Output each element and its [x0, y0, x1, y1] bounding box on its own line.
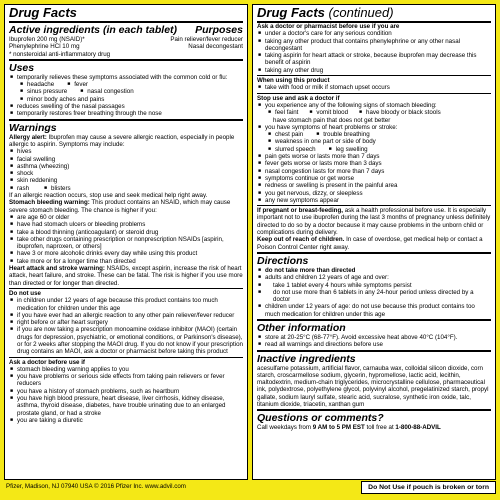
- ingredient-row: Phenylephrine HCl 10 mg Nasal decongestant: [9, 43, 243, 51]
- do-not-use-heading: Do not use: [9, 289, 41, 297]
- stomach-warning: Stomach bleeding warning: This product contains an NSAID, which may cause severe stomach bleeding. The chance is higher if you:: [9, 199, 231, 214]
- stop-use-item: ■ nasal congestion lasts for more than 7 days: [257, 168, 491, 175]
- ask-doctor-item: ■ you have high blood pressure, heart disease, liver cirrhosis, kidney disease, asthma, thyroid disease, diabetes, have trouble urinating due to an enlarged prostate gland, or had a stroke: [9, 395, 243, 417]
- heart-intro: ■ you have symptoms of heart problems or stroke:: [257, 124, 491, 131]
- stomach-item: ■ take more or for a longer time than directed: [9, 258, 243, 265]
- direction-item: ■ children under 12 years of age: do not use because this product contains too much medication for children under this age: [257, 303, 491, 318]
- stop-use-item: ■ symptoms continue or get worse: [257, 175, 491, 182]
- ask-doctor-item: ■ stomach bleeding warning applies to you: [9, 366, 243, 373]
- uses-intro: ■ temporarily relieves these symptoms associated with the common cold or flu:: [9, 74, 243, 81]
- uses-item: ■ temporarily restores freer breathing through the nose: [9, 110, 243, 117]
- ask-pharmacist-item: ■ taking any other product that contains phenylephrine or any other nasal decongestant: [257, 38, 491, 53]
- allergy-symptom: ■ hives: [9, 148, 243, 155]
- uses-pair: ■ sinus pressure ■ nasal congestion: [9, 88, 243, 95]
- allergy-alert: Allergy alert: Ibuprofen may cause a severe allergic reaction, especially in people allergic to aspirin. Symptoms may include:: [9, 133, 235, 148]
- uses-pair: ■ headache ■ fever: [9, 81, 243, 88]
- stomach-item: ■ have had stomach ulcers or bleeding problems: [9, 221, 243, 228]
- other-information-item: ■ read all warnings and directions before use: [257, 341, 491, 348]
- do-not-use-item: ■ if you have ever had an allergic reaction to any other pain reliever/fever reducer: [9, 312, 243, 319]
- when-using-item: ■ take with food or milk if stomach upset occurs: [257, 84, 491, 91]
- other-information-heading: Other information: [257, 319, 491, 334]
- divider: [257, 93, 491, 94]
- questions-text: Call weekdays from 9 AM to 5 PM EST toll free at 1-800-88-ADVIL: [257, 424, 441, 432]
- active-ingredients-heading: Active ingredients (in each tablet) Purposes: [9, 24, 243, 36]
- bleeding-signs: ■ feel faint ■ vomit blood ■ have bloody or black stools: [257, 109, 491, 116]
- ask-pharmacist-heading: Ask a doctor or pharmacist before use if you are: [257, 23, 400, 30]
- do-not-use-item: ■ right before or after heart surgery: [9, 319, 243, 326]
- stop-use-item: ■ redness or swelling is present in the painful area: [257, 182, 491, 189]
- stop-use-item: ■ pain gets worse or lasts more than 7 days: [257, 153, 491, 160]
- drug-facts-label: [4, 4, 496, 480]
- uses-item: ■ reduces swelling of the nasal passages: [9, 103, 243, 110]
- stop-use-item: ■ any new symptoms appear: [257, 197, 491, 204]
- ask-pharmacist-item: ■ under a doctor's care for any serious condition: [257, 30, 491, 37]
- direction-sub-item: ■ take 1 tablet every 4 hours while symptoms persist: [257, 282, 491, 289]
- nsaid-note: * nonsteroidal anti-inflammatory drug: [9, 50, 111, 58]
- stomach-item: ■ take a blood thinning (anticoagulant) or steroid drug: [9, 229, 243, 236]
- stop-use-intro: ■ you experience any of the following signs of stomach bleeding:: [257, 102, 491, 109]
- direction-item: ■ adults and children 12 years of age and over:: [257, 274, 491, 281]
- divider: [9, 288, 243, 289]
- stop-use-item: ■ fever gets worse or lasts more than 3 days: [257, 160, 491, 167]
- stomach-item: ■ are age 60 or older: [9, 214, 243, 221]
- heart-sign-extra: ■ weakness in one part or side of body: [257, 138, 491, 145]
- stop-use-heading: Stop use and ask a doctor if: [257, 94, 340, 102]
- directions-heading: Directions: [257, 252, 491, 267]
- allergy-after: If an allergic reaction occurs, stop use and seek medical help right away.: [9, 192, 208, 200]
- do-not-use-item: ■ in children under 12 years of age because this product contains too much medication for children under this age: [9, 297, 243, 312]
- direction-item: ■ do not take more than directed: [257, 267, 491, 274]
- uses-heading: Uses: [9, 59, 243, 74]
- divider: [257, 205, 491, 206]
- company-footer: Pfizer, Madison, NJ 07940 USA © 2016 Pfizer Inc. www.advil.com: [6, 483, 186, 490]
- warnings-heading: Warnings: [9, 119, 243, 134]
- questions-heading: Questions or comments?: [257, 409, 491, 424]
- uses-single: ■ minor body aches and pains: [9, 96, 243, 103]
- inactive-ingredients-text: acesulfame potassium, artificial flavor, carnauba wax, colloidal silicon dioxide, corn starch, croscarmellose sodium, glycerin, hypromellose, lactic acid, lecithin, maltodextrin, medium-chain triglycerides, microcrystalline cellulose, pharmaceutical ink, polydextrose, polyethylene glycol, polyvinyl alcohol, pregelatinized starch, propyl gallate, sodium lauryl sulfate, stearic acid, sucralose, synthetic iron oxide, talc, titanium dioxide, triacetin, xanthan gum: [257, 364, 489, 409]
- drug-facts-panel-right: [252, 4, 496, 480]
- stop-use-item: ■ you get nervous, dizzy, or sleepless: [257, 190, 491, 197]
- heart-signs: ■ slurred speech ■ leg swelling: [257, 146, 491, 153]
- bleeding-sign-extra: have stomach pain that does not get better: [273, 116, 391, 124]
- allergy-symptom: ■ skin reddening: [9, 177, 243, 184]
- allergy-symptom-pair: ■ rash ■ blisters: [9, 185, 243, 192]
- seal-warning-box: Do Not Use if pouch is broken or torn: [361, 481, 496, 494]
- do-not-use-item: ■ if you are now taking a prescription monoamine oxidase inhibitor (MAOI) (certain drugs for depression, psychiatric, or emotional conditions, or Parkinson's disease), or for 2 weeks after stopping the MAOI drug. If you do not know if your prescription drug contains an MAOI, ask a doctor or pharmacist before taking this product: [9, 326, 243, 355]
- keep-out-of-reach: Keep out of reach of children. In case of overdose, get medical help or contact a Poison Control Center right away.: [257, 236, 483, 251]
- drug-facts-panel-left: [4, 4, 248, 480]
- when-using-heading: When using this product: [257, 77, 330, 85]
- phone-number: 1-800-88-ADVIL: [395, 424, 441, 432]
- other-information-item: ■ store at 20-25°C (68-77°F). Avoid excessive heat above 40°C (104°F).: [257, 334, 491, 341]
- ask-doctor-item: ■ you have problems or serious side effects from taking pain relievers or fever reducers: [9, 373, 243, 388]
- ask-doctor-item: ■ you are taking a diuretic: [9, 417, 243, 424]
- ask-pharmacist-item: ■ taking aspirin for heart attack or stroke, because ibuprofen may decrease this benefit of aspirin: [257, 52, 491, 67]
- pregnancy-warning: If pregnant or breast-feeding, ask a health professional before use. It is especially important not to use ibuprofen during the last 3 months of pregnancy unless definitely directed to do so by a doctor because it may cause problems in the unborn child or complications during delivery.: [257, 207, 491, 237]
- inactive-ingredients-heading: Inactive ingredients: [257, 350, 491, 365]
- ask-pharmacist-item: ■ taking any other drug: [257, 67, 491, 74]
- divider: [257, 75, 491, 76]
- allergy-symptom: ■ facial swelling: [9, 156, 243, 163]
- ask-doctor-item: ■ you have a history of stomach problems, such as heartburn: [9, 388, 243, 395]
- panel-title: Drug Facts: [9, 5, 243, 23]
- direction-sub-item: ■ do not use more than 6 tablets in any 24-hour period unless directed by a doctor: [257, 289, 491, 304]
- allergy-symptom: ■ asthma (wheezing): [9, 163, 243, 170]
- stomach-item: ■ take other drugs containing prescription or nonprescription NSAIDs [aspirin, ibuprofen, naproxen, or others]: [9, 236, 243, 251]
- ingredient-row: Ibuprofen 200 mg (NSAID)* Pain reliever/fever reducer: [9, 36, 243, 43]
- heart-warning: Heart attack and stroke warning: NSAIDs, except aspirin, increase the risk of heart attack, heart failure, and stroke. These can be fatal. The risk is higher if you use more than directed or for longer than directed.: [9, 265, 243, 287]
- divider: [9, 357, 243, 358]
- panel-title: Drug Facts (continued): [257, 5, 491, 23]
- heart-signs: ■ chest pain ■ trouble breathing: [257, 131, 491, 138]
- stomach-item: ■ have 3 or more alcoholic drinks every day while using this product: [9, 250, 243, 257]
- allergy-symptom: ■ shock: [9, 170, 243, 177]
- ask-doctor-heading: Ask a doctor before use if: [9, 358, 85, 366]
